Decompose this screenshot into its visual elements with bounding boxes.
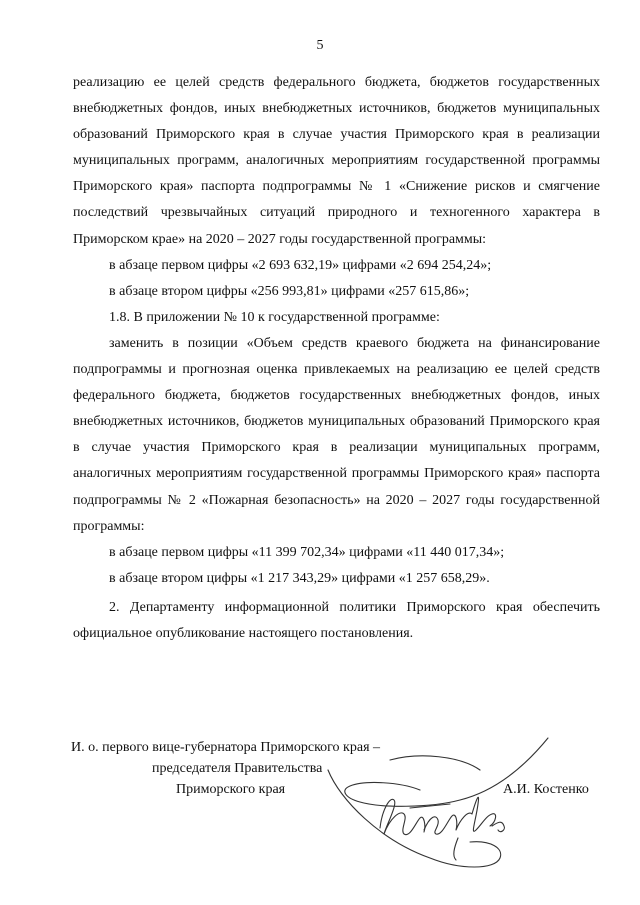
paragraph-section-2: 2. Департаменту информационной политики Приморского края обеспечить официальное опубликование настоящего постановления. [73, 599, 600, 641]
signatory-name: А.И. Костенко [503, 782, 589, 797]
signatory-title-line2: председателя Правительства [152, 761, 323, 776]
paragraph-replace-position: заменить в позиции «Объем средств краевого бюджета на финансирование подпрограммы и прогнозная оценка привлекаемых на реализацию ее целей средств федерального бюджета, бюджетов государственных внебюджетных фондов, иных внебюджетных источников, бюджетов муниципальных образований Приморского края в случае участия Приморского края в реализации муниципальных программ, аналогичных мероприятиям государственной программы Приморского края» паспорта подпрограммы № 2 «Пожарная безопасность» на 2020 – 2027 годы государственной программы: [73, 335, 600, 534]
paragraph-second-abzac-change: в абзаце втором цифры «256 993,81» цифрами «257 615,86»; [109, 283, 470, 299]
signatory-title-line1: И. о. первого вице-губернатора Приморского края – [71, 740, 381, 755]
paragraph-second-abzac-change-2: в абзаце втором цифры «1 217 343,29» цифрами «1 257 658,29». [109, 570, 490, 586]
paragraph-first-abzac-change-2: в абзаце первом цифры «11 399 702,34» цифрами «11 440 017,34»; [109, 544, 505, 560]
signatory-title-line3: Приморского края [176, 782, 286, 797]
paragraph-first-abzac-change: в абзаце первом цифры «2 693 632,19» цифрами «2 694 254,24»; [109, 257, 492, 273]
handwritten-signature [320, 730, 560, 880]
document-body [73, 70, 600, 647]
paragraph-continuation: реализацию ее целей средств федерального бюджета, бюджетов государственных внебюджетных фондов, иных внебюджетных источников, бюджетов муниципальных образований Приморского края в случае участия Приморского края в реализации муниципальных программ, аналогичных мероприятиям государственной программы Приморского края» паспорта подпрограммы № 1 «Снижение рисков и смягчение последствий чрезвычайных ситуаций природного и техногенного характера в Приморском крае» на 2020 – 2027 годы государственной программы: [73, 75, 600, 247]
paragraph-section-1-8: 1.8. В приложении № 10 к государственной программе: [109, 309, 440, 325]
page-number: 5 [316, 38, 324, 53]
